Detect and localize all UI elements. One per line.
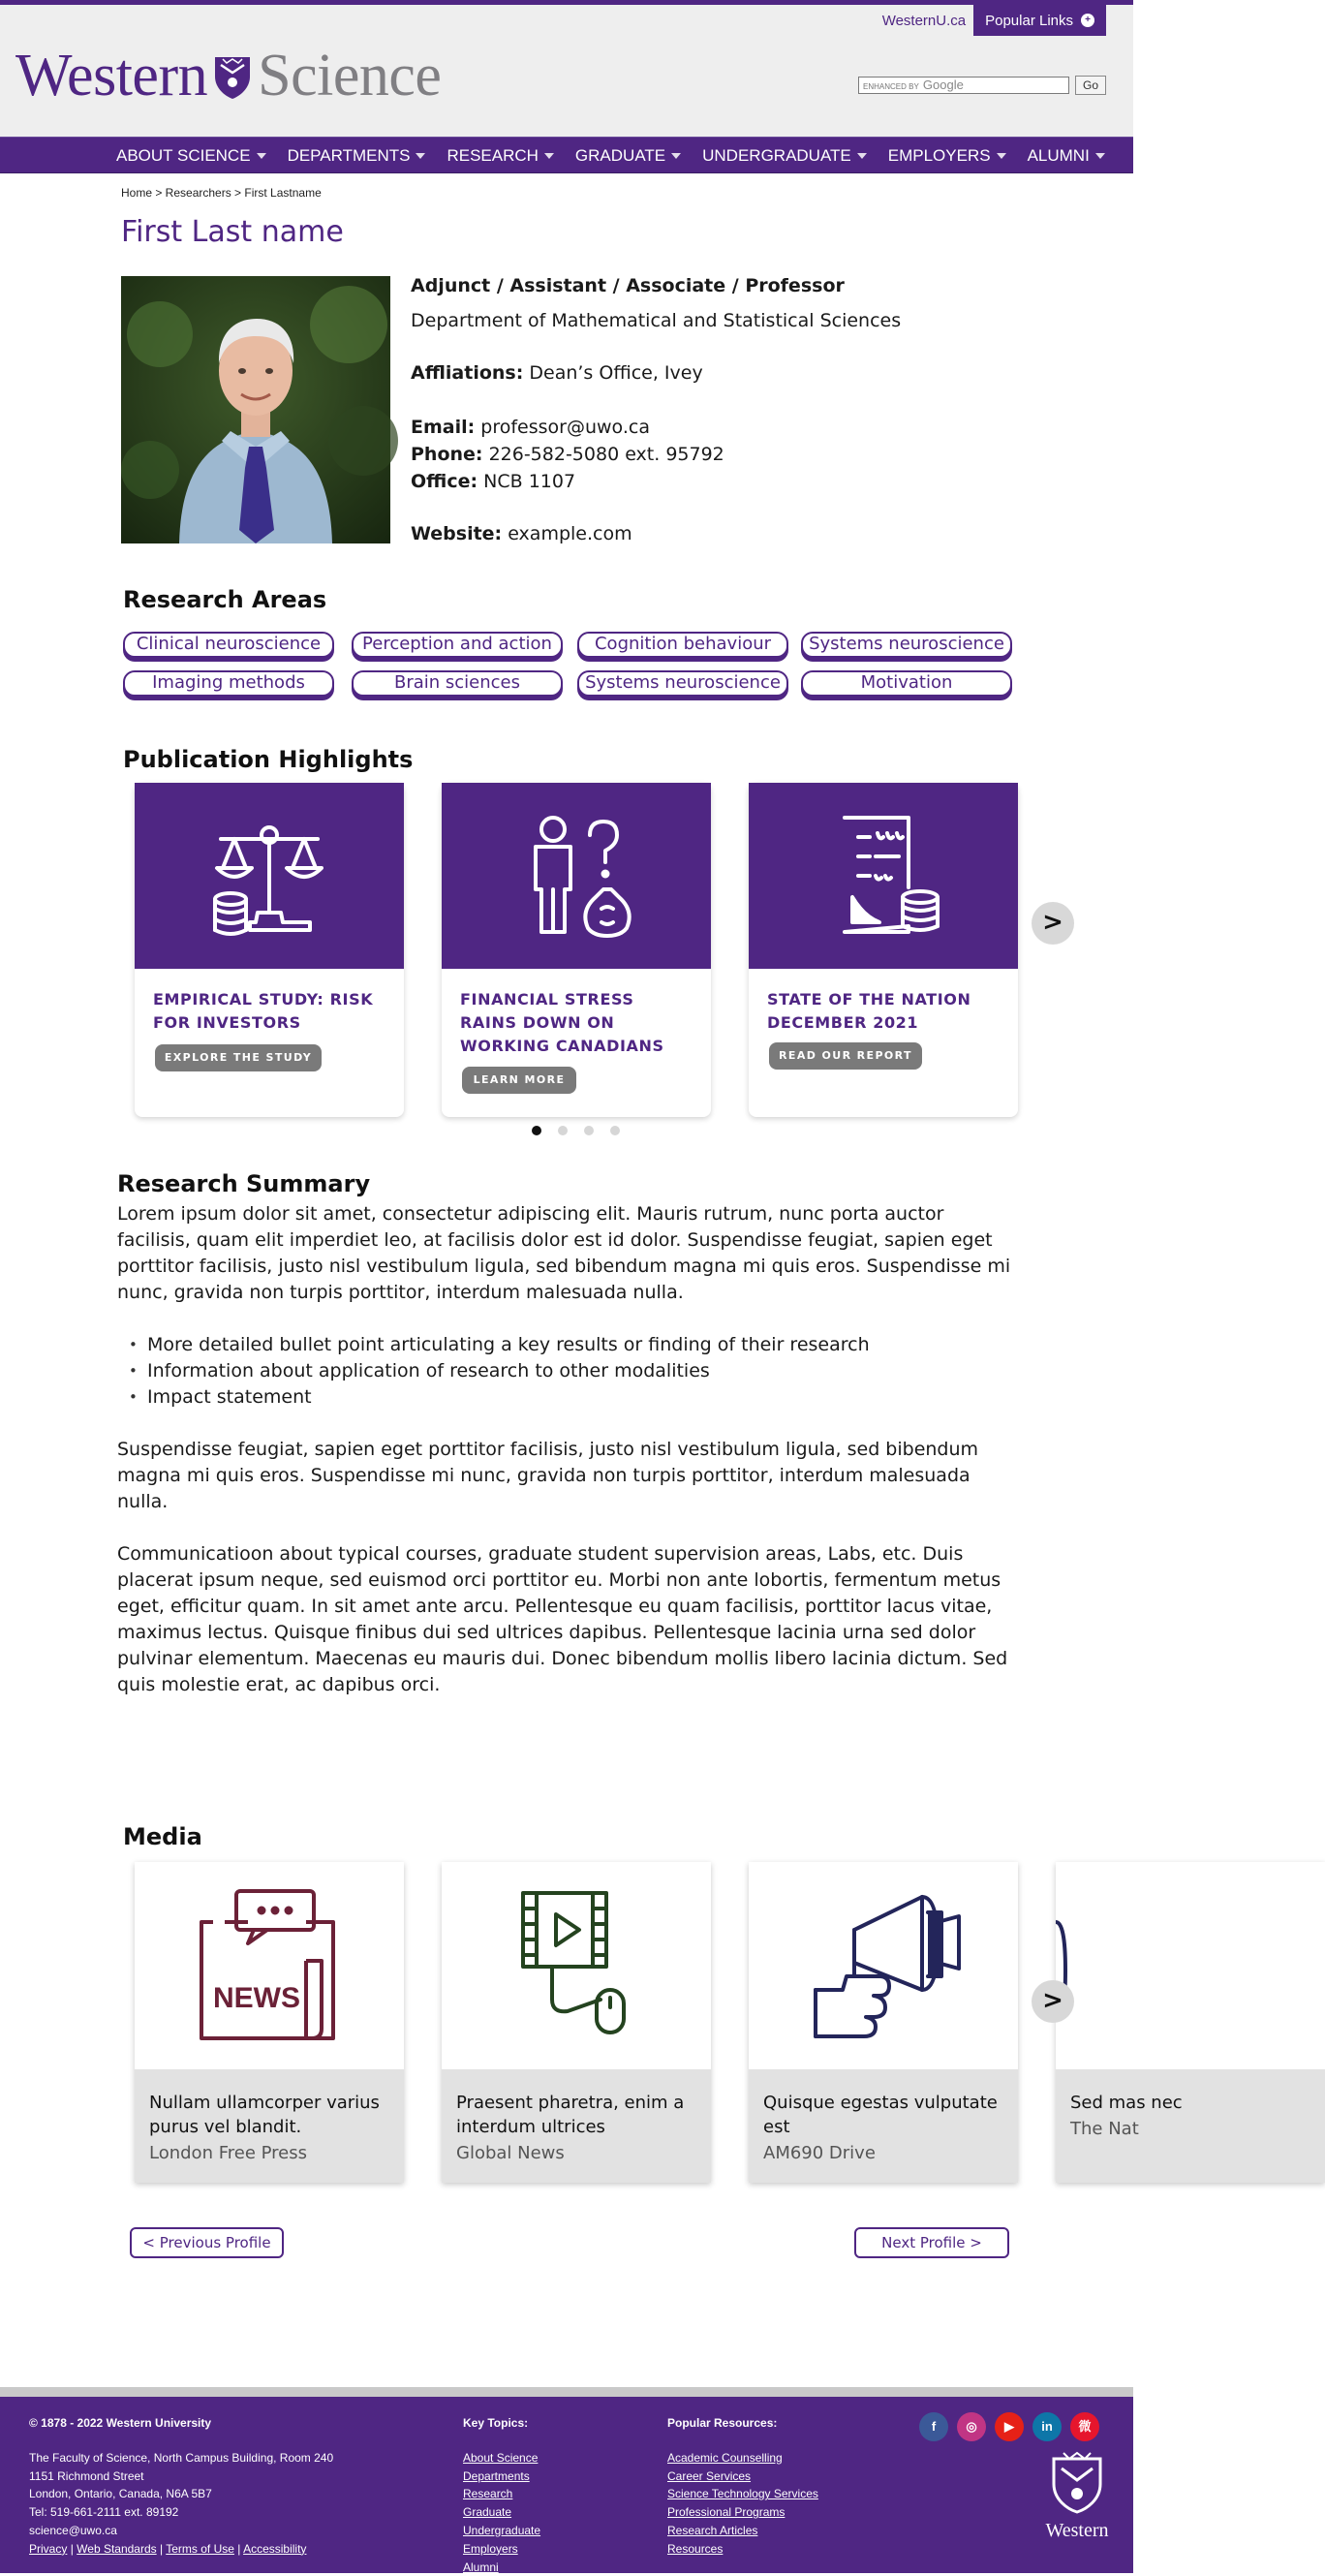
separator: | [160,2541,164,2556]
search-input[interactable] [858,77,1069,94]
media-image [1056,1862,1325,2069]
nav-item-research[interactable] [447,146,553,166]
news-icon [192,1883,347,2048]
profile-email [411,417,650,438]
footer-topic-link[interactable]: Alumni [463,2560,499,2574]
media-title[interactable]: Quisque egestas vulputate est [763,2093,998,2137]
separator: | [237,2541,241,2556]
footer-resource-link[interactable]: Science Technology Services [667,2487,818,2501]
western-science-logo[interactable] [15,42,441,110]
nav-item-label: ABOUT SCIENCE [116,146,251,165]
media-body [749,2069,1018,2183]
media-card[interactable] [1056,1862,1325,2183]
footer-topic-link[interactable]: Departments [463,2468,530,2483]
person-money-bag-icon [508,808,644,944]
carousel-dot[interactable] [532,1126,541,1135]
profile-photo [121,276,390,543]
research-area-tag[interactable]: Perception and action [352,632,563,658]
footer-topic-link[interactable]: About Science [463,2450,539,2465]
web-standards-link[interactable]: Web Standards [77,2541,157,2556]
footer-divider [0,2387,1133,2397]
summary-bullet: • Impact statement [129,1384,1018,1411]
site-footer [0,2397,1133,2573]
footer-resource-link[interactable]: Professional Programs [667,2505,786,2520]
popular-resources-heading: Popular Resources: [667,2416,778,2430]
popular-links-label: Popular Links [985,12,1073,29]
footer-topic-link[interactable]: Graduate [463,2505,512,2520]
footer-logo-wordmark: Western [1045,2520,1109,2541]
media-next-button[interactable]: > [1032,1980,1074,2023]
profile-phone [411,444,724,465]
carousel-dots [532,1126,620,1135]
caret-down-icon [257,153,266,159]
publication-highlights-heading: Publication Highlights [123,746,414,773]
media-source: AM690 Drive [763,2143,876,2163]
profile-rank: Adjunct / Assistant / Associate / Professor [411,275,845,296]
publication-title[interactable]: STATE OF THE NATION DECEMBER 2021 [767,990,971,1032]
crest-icon [213,53,252,100]
weibo-icon[interactable]: 微 [1070,2412,1099,2441]
media-body [442,2069,711,2183]
plus-icon: + [1081,14,1094,27]
caret-down-icon [671,153,681,159]
learn-more-button[interactable]: LEARN MORE [462,1067,576,1094]
footer-key-topics [463,2414,637,2576]
research-area-tag[interactable]: Motivation [801,670,1012,697]
office-value: NCB 1107 [483,471,576,492]
search-go-button[interactable]: Go [1075,76,1106,95]
megaphone-icon [796,1883,971,2048]
carousel-dot[interactable] [558,1126,568,1135]
nav-item-about-science[interactable] [116,146,266,166]
summary-paragraph: Suspendisse feugiat, sapien eget porttitor facilisis, justo nisl vestibulum ligula, sed bibendum magna mi quis eros. Suspendisse mi nunc, gravida non turpis porttitor, interdum malesuada nulla. [117,1439,979,1512]
research-area-tag[interactable]: Clinical neuroscience [123,632,334,658]
footer-address-line: The Faculty of Science, North Campus Building, Room 240 [29,2450,334,2465]
summary-paragraph: Lorem ipsum dolor sit amet, consectetur adipiscing elit. Mauris rutrum, nunc porta auctor facilisis, quam elit imperdiet leo, at facilisis dolor est id dolor. Suspendisse feugiat, sapien eget porttitor facilisis, justo nisl vestibulum ligula, sed bibendum magna mi quis eros. Suspendisse mi nunc, gravida non turpis porttitor, interdum malesuada nulla. [117,1203,1011,1303]
footer-email[interactable]: science@uwo.ca [29,2523,117,2537]
terms-link[interactable]: Terms of Use [166,2541,234,2556]
privacy-link[interactable]: Privacy [29,2541,68,2556]
research-area-tag[interactable]: Brain sciences [352,670,563,697]
nav-item-departments[interactable] [288,146,426,166]
summary-bullets [117,1332,1018,1411]
megaphone-icon [1056,1883,1133,2048]
crest-icon [1050,2451,1104,2513]
media-image [749,1862,1018,2069]
westernu-link[interactable]: WesternU.ca [881,12,967,29]
phone-label: Phone: [411,444,483,465]
nav-item-label: ALUMNI [1027,146,1090,165]
affiliations-value: Dean’s Office, Ivey [529,362,703,384]
news-icon-text: NEWS [213,1982,300,2014]
research-area-tag[interactable]: Systems neuroscience [801,632,1012,658]
carousel-dot[interactable] [610,1126,620,1135]
research-area-tag[interactable]: Systems neuroscience [577,670,788,697]
explore-study-button[interactable]: EXPLORE THE STUDY [155,1044,322,1071]
phone-value: 226-582-5080 ext. 95792 [488,444,724,465]
media-title[interactable]: Praesent pharetra, enim a interdum ultrices [456,2093,685,2137]
footer-topic-link[interactable]: Employers [463,2541,518,2556]
nav-item-undergraduate[interactable] [702,146,867,166]
office-label: Office: [411,471,478,492]
video-mouse-icon [504,1883,649,2048]
profile-affiliations [411,362,703,384]
western-footer-logo[interactable] [1034,2451,1120,2542]
website-link[interactable]: example.com [508,523,632,544]
affiliations-label: Affliations: [411,362,524,384]
caret-down-icon [997,153,1006,159]
utility-links [882,5,1106,36]
footer-resource-link[interactable]: Career Services [667,2468,752,2483]
caret-down-icon [1095,153,1105,159]
footer-resource-link[interactable]: Academic Counselling [667,2450,783,2465]
footer-topic-link[interactable]: Undergraduate [463,2523,541,2537]
publication-card[interactable] [442,783,711,1117]
brand-western: Western [15,43,208,109]
site-header [0,5,1133,137]
publication-image [749,783,1018,969]
footer-address-line: London, Ontario, Canada, N6A 5B7 [29,2487,212,2501]
footer-legal-links [29,2540,416,2559]
caret-down-icon [416,153,425,159]
research-summary [117,1201,1018,1724]
page-title: First Last name [121,215,344,249]
caret-down-icon [857,153,867,159]
accessibility-link[interactable]: Accessibility [243,2541,307,2556]
profile-photo-image [121,276,390,543]
instagram-icon[interactable]: ◎ [957,2412,986,2441]
nav-item-label: RESEARCH [447,146,539,165]
media-body [1056,2069,1325,2183]
nav-item-label: EMPLOYERS [887,146,991,165]
footer-copyright: © 1878 - 2022 Western University [29,2416,212,2430]
publication-image [442,783,711,969]
footer-address-line: 1151 Richmond Street [29,2468,144,2483]
site-search [858,76,1106,95]
nav-item-employers[interactable] [888,146,1006,166]
nav-item-alumni[interactable] [1028,146,1105,166]
next-profile-button[interactable]: Next Profile > [854,2227,1009,2258]
nav-item-label: UNDERGRADUATE [702,146,851,165]
nav-item-label: GRADUATE [574,146,666,165]
media-body [135,2069,404,2183]
scales-coins-icon [201,808,337,944]
research-summary-heading: Research Summary [117,1170,371,1197]
media-image [135,1862,404,2069]
footer-contact [29,2414,416,2559]
publication-image [135,783,404,969]
social-links [919,2412,1099,2441]
separator: | [70,2541,74,2556]
report-coins-icon [816,808,951,944]
media-heading: Media [123,1823,202,1850]
email-link[interactable]: professor@uwo.ca [480,417,650,438]
research-area-tag[interactable]: Cognition behaviour [577,632,788,658]
youtube-icon[interactable]: ▶ [995,2412,1024,2441]
research-area-tag[interactable]: Imaging methods [123,670,334,697]
media-source: The Nat [1070,2119,1139,2139]
media-card[interactable] [135,1862,404,2183]
key-topics-heading: Key Topics: [463,2416,529,2430]
profile-department: Department of Mathematical and Statistical Sciences [411,310,902,331]
search-google-label: Google [922,78,964,92]
read-report-button[interactable]: READ OUR REPORT [769,1042,922,1070]
publication-title[interactable]: EMPIRICAL STUDY: RISK FOR INVESTORS [153,990,374,1032]
brand-science: Science [258,43,442,109]
footer-topic-link[interactable]: Research [463,2487,513,2501]
carousel-dot[interactable] [584,1126,594,1135]
profile-office [411,471,575,492]
footer-popular-resources [667,2414,890,2559]
media-title[interactable]: Sed mas nec [1070,2093,1183,2113]
nav-item-label: DEPARTMENTS [287,146,411,165]
media-source: Global News [456,2143,565,2163]
summary-bullet: • Information about application of research to other modalities [129,1358,1018,1384]
publications-next-button[interactable]: > [1032,902,1074,945]
linkedin-icon[interactable]: in [1032,2412,1062,2441]
media-card[interactable] [442,1862,711,2183]
search-enhanced-label: ENHANCED BY [863,82,919,91]
publication-title[interactable]: FINANCIAL STRESS RAINS DOWN ON WORKING CANADIANS [460,990,664,1055]
footer-resource-link[interactable]: Research Articles [667,2523,758,2537]
facebook-icon[interactable]: f [919,2412,948,2441]
media-title[interactable]: Nullam ullamcorper varius purus vel blandit. [149,2093,380,2137]
summary-paragraph: Communicatioon about typical courses, graduate student supervision areas, Labs, etc. Duis placerat ipsum neque, sed euismod orci porttitor eu. Morbi non ante lobortis, fermentum metus eget, efficitur quam. In sit amet ante arcu. Pellentesque eu quam facilisis, porttitor lacus vitae, maximus lectus. Quisque finibus dui sed ultrices dapibus. Pellentesque lacinia urna sed dolor pulvinar elementum. Maecenas eu mauris dui. Donec bibendum mollis libero lacinia dictum. Sed quis molestie erat, ac dapibus orci. [117,1543,1008,1695]
research-areas-heading: Research Areas [123,586,327,613]
publication-card[interactable] [749,783,1018,1117]
nav-item-graduate[interactable] [575,146,681,166]
media-source: London Free Press [149,2143,307,2163]
footer-resource-link[interactable]: Resources [667,2541,724,2556]
footer-address-line: Tel: 519-661-2111 ext. 89192 [29,2505,179,2520]
website-label: Website: [411,523,503,544]
publication-card[interactable] [135,783,404,1117]
email-label: Email: [411,417,476,438]
summary-bullet: • More detailed bullet point articulating a key results or finding of their research [129,1332,1018,1358]
profile-website [411,523,632,544]
previous-profile-button[interactable]: < Previous Profile [130,2227,284,2258]
media-image [442,1862,711,2069]
media-card[interactable] [749,1862,1018,2183]
breadcrumb[interactable]: Home > Researchers > First Lastname [121,186,322,200]
popular-links-button[interactable] [973,5,1106,36]
main-nav [0,137,1133,173]
caret-down-icon [544,153,554,159]
